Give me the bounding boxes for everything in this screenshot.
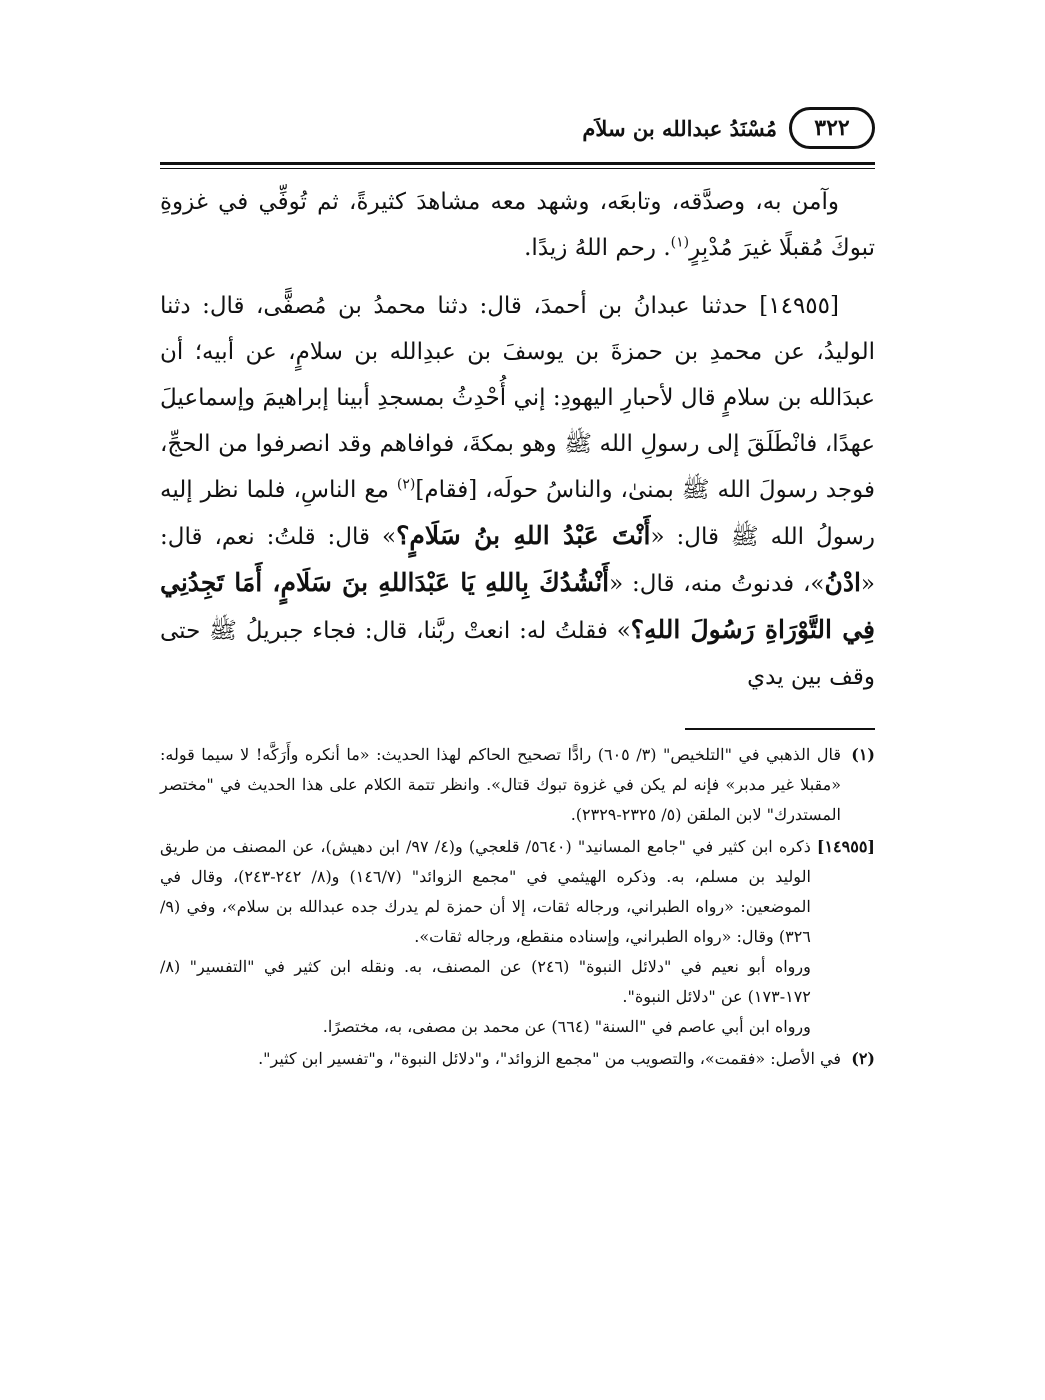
footnote-text: في الأصل: «فقمت»، والتصويب من "مجمع الزوائد"، و"دلائل النبوة"، و"تفسير ابن كثير". [258,1049,841,1068]
book-page [160,100,875,1076]
paragraph-continuation: وآمن به، وصدَّقه، وتابعَه، وشهد معه مشاهدَ كثيرةً، ثم تُوفِّي في غزوةِ تبوكَ مُقبلًا غيرَ مُدْبِرٍ$^{(١)}$. رحم اللهُ زيدًا. [160,189,875,261]
footnote-2 [160,1044,875,1074]
running-title: مُسْنَدُ عبدالله بن سلاَم [582,115,777,141]
footnote-label: (٢) [851,1049,875,1068]
hadith-paragraph: [١٤٩٥٥] حدثنا عبدانُ بن أحمدَ، قال: دثنا محمدُ بن مُصفًّى، قال: دثنا الوليدُ، عن محمدِ بن حمزةَ بن يوسفَ بن عبدِالله بن سلامٍ، عن أبيه؛ أن عبدَالله بن سلامٍ قال لأحبارِ اليهودِ: إني أُحْدِثُ بمسجدِ أبينا إبراهيمَ وإسماعيلَ عهدًا، فانْطَلَقَ إلى رسولِ الله ﷺ وهو بمكةَ، فوافاهم وقد انصرفوا من الحجِّ، فوجد رسولَ الله ﷺ بمنىٰ، والناسُ حولَه، [فقام]$^{(٢)}$ مع الناسِ، فلما نظر إليه رسولُ الله ﷺ قال: «أَنْتَ عَبْدُ اللهِ بنُ سَلَامٍ؟» قال: قلتُ: نعم، قال: «ادْنُ»، فدنوتُ منه، قال: «أَنْشُدُكَ بِاللهِ يَا عَبْدَاللهِ بنَ سَلَامٍ، أَمَا تَجِدُنِي فِي التَّوْرَاةِ رَسُولَ اللهِ؟» فقلتُ له: انعتْ ربَّنا، قال: فجاء جبريلُ ﷺ حتى وقف بين يدي [160,293,876,690]
footnote-separator [685,728,875,730]
footnote-text: ورواه ابن أبي عاصم في "السنة" (٦٦٤) عن محمد بن مصفى، به، مختصرًا. [322,1017,811,1036]
footnote-label: [١٤٩٥٥] [816,837,875,856]
footnote-1 [160,740,875,830]
footnote-text: قال الذهبي في "التلخيص" (٣/ ٦٠٥) رادًّا تصحيح الحاكم لهذا الحديث: «ما أنكره وأَرَكَّه! لا سيما قوله: «مقبلا غير مدبر» فإنه لم يكن في غزوة تبوك قتال». وانظر تتمة الكلام على هذا الحديث في "مختصر المستدرك" لابن الملقن (٥/ ٢٣٢٥-٢٣٢٩). [160,745,841,824]
main-text [160,179,875,700]
prophet-speech-1: أَنْتَ عَبْدُ اللهِ بنُ سَلَامٍ؟ [396,521,651,550]
footnote-ref-2[interactable]: (٢) [396,476,416,493]
header-rule-thick [160,162,875,165]
footnotes [160,740,875,1074]
prophet-speech-2: ادْنُ [824,568,861,597]
page-header [160,100,875,156]
page-number: ٣٢٢ [789,107,875,149]
footnote-ref-1[interactable]: (١) [670,234,690,251]
footnote-text: ذكره ابن كثير في "جامع المسانيد" (٥٦٤٠/ قلعجي) و(٤/ ٩٧/ ابن دهيش)، عن المصنف من طريق الوليد بن مسلم، به. وذكره الهيثمي في "مجمع الزوائد" (١٤٦/٧) و(٨/ ٢٤٢-٢٤٣)، وقال في الموضعين: «رواه الطبراني، ورجاله ثقات، إلا أن حمزة لم يدرك جده عبدالله بن سلام»، وفي (٩/ ٣٢٦) وقال: «رواه الطبراني، وإسناده منقطع، ورجاله ثقات». [160,837,811,946]
footnote-text: ورواه أبو نعيم في "دلائل النبوة" (٢٤٦) عن المصنف، به. ونقله ابن كثير في "التفسير" (٨/ ١٧٢-١٧٣) عن "دلائل النبوة". [160,957,811,1006]
footnote-hadith [160,832,875,1042]
footnote-label: (١) [851,745,875,764]
header-rule-thin [160,168,875,169]
prophet-speech-3: أَنْشُدُكَ بِاللهِ يَا عَبْدَاللهِ بنَ سَلَامٍ، أَمَا تَجِدُنِي فِي التَّوْرَاةِ رَسُولَ اللهِ؟ [160,568,876,644]
